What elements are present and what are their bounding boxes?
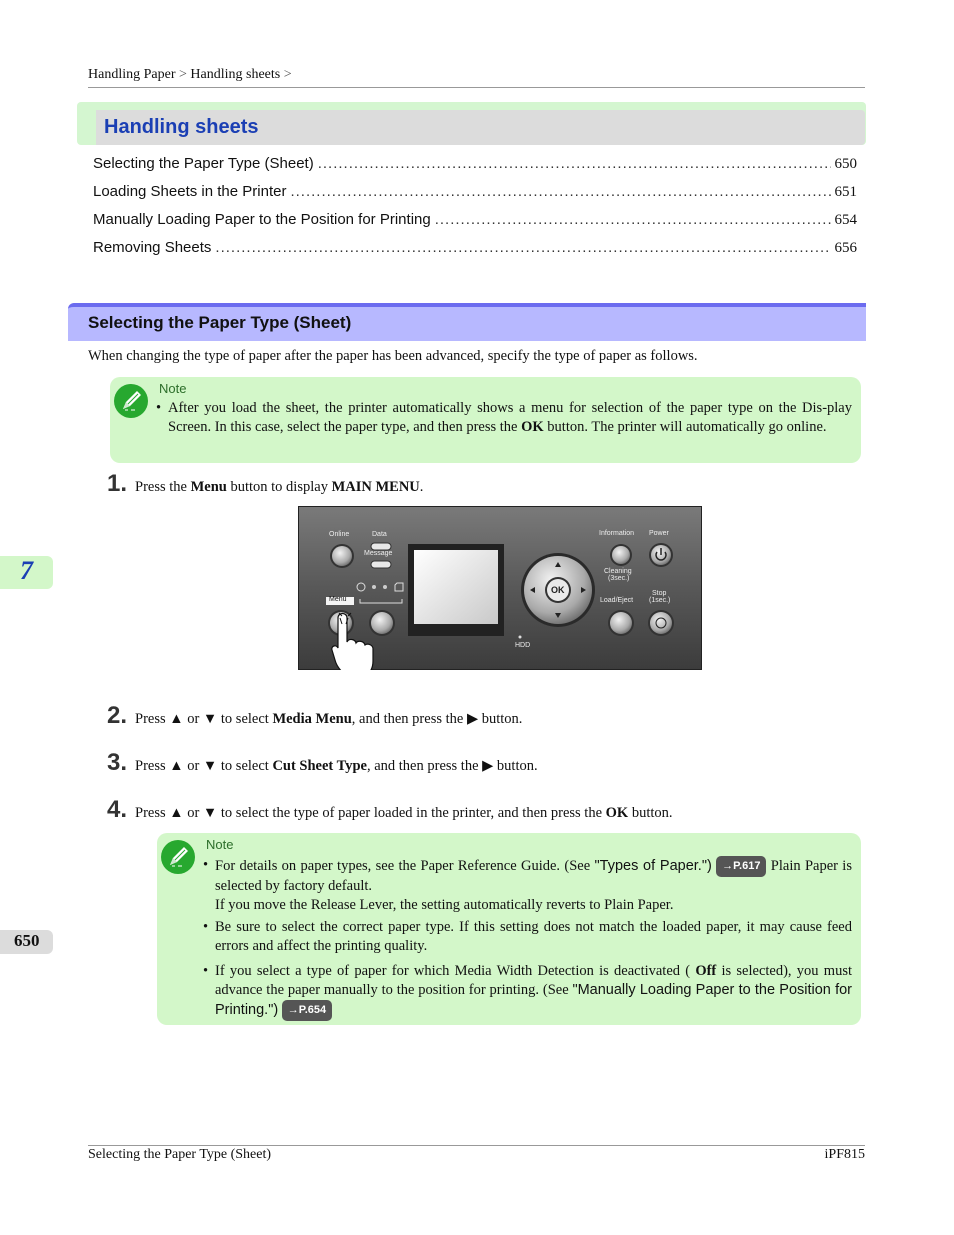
toc-entry-page: 650: [834, 156, 857, 172]
toc-entry-page: 654: [834, 212, 857, 228]
step-text: button to display: [226, 479, 332, 495]
types-of-paper-link[interactable]: "Types of Paper."): [594, 858, 712, 874]
breadcrumb: [88, 67, 292, 83]
toc-entry[interactable]: [93, 211, 857, 229]
step-text: .: [419, 479, 424, 495]
bullet-marker: •: [203, 919, 209, 935]
step-instruction: [135, 805, 673, 822]
step-bold-term: OK: [605, 805, 629, 821]
step-text: Press ▲ or ▼ to select the type of paper loaded in the printer, and then press the: [135, 805, 606, 821]
note-text: For details on paper types, see the Paper Reference Guide. (See: [215, 858, 595, 874]
note-label: Note: [206, 837, 234, 852]
load-eject-label: Load/Eject: [600, 597, 634, 604]
hdd-label: HDD: [515, 642, 531, 649]
message-label: Message: [364, 550, 393, 557]
menu-label: Menu: [329, 596, 347, 603]
breadcrumb-separator: >: [178, 67, 187, 82]
breadcrumb-link-handling-sheets[interactable]: Handling sheets: [190, 67, 281, 82]
header-rule: [88, 87, 865, 88]
section-title: Handling sheets: [104, 116, 259, 138]
page-reference-badge[interactable]: →P.654: [282, 1000, 332, 1021]
breadcrumb-separator: >: [283, 67, 292, 82]
power-label: Power: [649, 530, 669, 537]
toc-leader-dots: [215, 239, 830, 256]
online-label: Online: [329, 531, 350, 538]
step-instruction: [135, 479, 423, 496]
cleaning-label: Cleaning: [604, 568, 632, 575]
step-bold-term: MAIN MENU: [331, 479, 420, 495]
footer-section-title: Selecting the Paper Type (Sheet): [88, 1147, 272, 1162]
note-bullet: [156, 399, 852, 437]
note-bold-off: Off: [695, 963, 717, 979]
step-text: Press ▲ or ▼ to select: [135, 758, 273, 774]
intro-paragraph: When changing the type of paper after the paper has been advanced, specify the type of paper as follows.: [88, 348, 698, 364]
toc-entry-label: Selecting the Paper Type (Sheet): [93, 155, 314, 172]
note-label: Note: [159, 381, 187, 396]
step-bold-term: Menu: [190, 479, 227, 495]
note-text: Be sure to select the correct paper type. If this setting does not match the loaded paper, it may cause feed errors and affect the printing quality.: [215, 919, 852, 954]
step-instruction: [135, 711, 522, 728]
note-text: If you move the Release Lever, the setting automatically reverts to Plain Paper.: [215, 897, 674, 913]
toc-entry-page: 651: [834, 184, 857, 200]
note-text: After you load the sheet, the printer automatically shows a menu for selection of the paper type on the Dis-play Screen. In this case, select the paper type, and then press the: [168, 400, 852, 435]
bullet-marker: •: [156, 400, 162, 416]
stop-time-label: (1sec.): [649, 597, 671, 604]
page-number: 650: [14, 931, 40, 950]
step-text: , and then press the ▶ button.: [366, 758, 538, 774]
step-number: 2.: [107, 702, 128, 729]
toc-leader-dots: [435, 211, 831, 228]
pencil-note-icon: [161, 840, 195, 874]
note-text: button. The printer will automatically go online.: [543, 419, 827, 435]
toc-entry-label: Loading Sheets in the Printer: [93, 183, 287, 200]
breadcrumb-link-handling-paper[interactable]: Handling Paper: [88, 67, 176, 82]
cleaning-time-label: (3sec.): [608, 575, 630, 582]
toc-entry-page: 656: [834, 240, 857, 256]
toc-entry-label: Removing Sheets: [93, 239, 212, 256]
step-number: 3.: [107, 749, 128, 776]
toc-entry[interactable]: [93, 239, 857, 257]
manually-loading-paper-link[interactable]: "Manually Loading Paper to the Position for Printing."): [215, 982, 852, 1018]
toc-entry[interactable]: [93, 183, 857, 201]
chapter-number: 7: [20, 556, 33, 585]
note-bullet: [203, 856, 852, 915]
footer-model-name: iPF815: [824, 1147, 865, 1162]
pencil-note-icon: [114, 384, 148, 418]
toc-leader-dots: [290, 183, 830, 200]
subsection-title: Selecting the Paper Type (Sheet): [88, 313, 352, 332]
toc-entry[interactable]: [93, 155, 857, 173]
note-bullet: [203, 962, 852, 1021]
step-number: 1.: [107, 470, 128, 497]
bullet-marker: •: [203, 963, 209, 979]
note-text: is selected), you must advance the paper manually to the position for printing. (See: [215, 963, 852, 998]
step-text: button.: [628, 805, 673, 821]
note-bold-ok: OK: [521, 419, 544, 435]
step-instruction: [135, 758, 538, 775]
step-bold-term: Media Menu: [272, 711, 352, 727]
note-text: If you select a type of paper for which Media Width Detection is deactivated (: [215, 963, 696, 979]
step-text: Press ▲ or ▼ to select: [135, 711, 273, 727]
ok-button-label: OK: [551, 585, 565, 595]
step-text: Press the: [135, 479, 191, 495]
toc-leader-dots: [318, 155, 831, 172]
footer-rule: [88, 1145, 865, 1146]
note-text: Plain Paper is selected by factory default.: [215, 858, 852, 894]
stop-label: Stop: [652, 590, 667, 597]
note-bullet: [203, 918, 852, 956]
information-label: Information: [599, 530, 635, 537]
step-bold-term: Cut Sheet Type: [272, 758, 367, 774]
printer-control-panel-image: [298, 506, 702, 670]
data-label: Data: [372, 531, 387, 538]
page-reference-badge[interactable]: →P.617: [716, 856, 766, 877]
bullet-marker: •: [203, 857, 209, 873]
toc-entry-label: Manually Loading Paper to the Position for Printing: [93, 211, 431, 228]
step-text: , and then press the ▶ button.: [351, 711, 523, 727]
step-number: 4.: [107, 796, 128, 823]
